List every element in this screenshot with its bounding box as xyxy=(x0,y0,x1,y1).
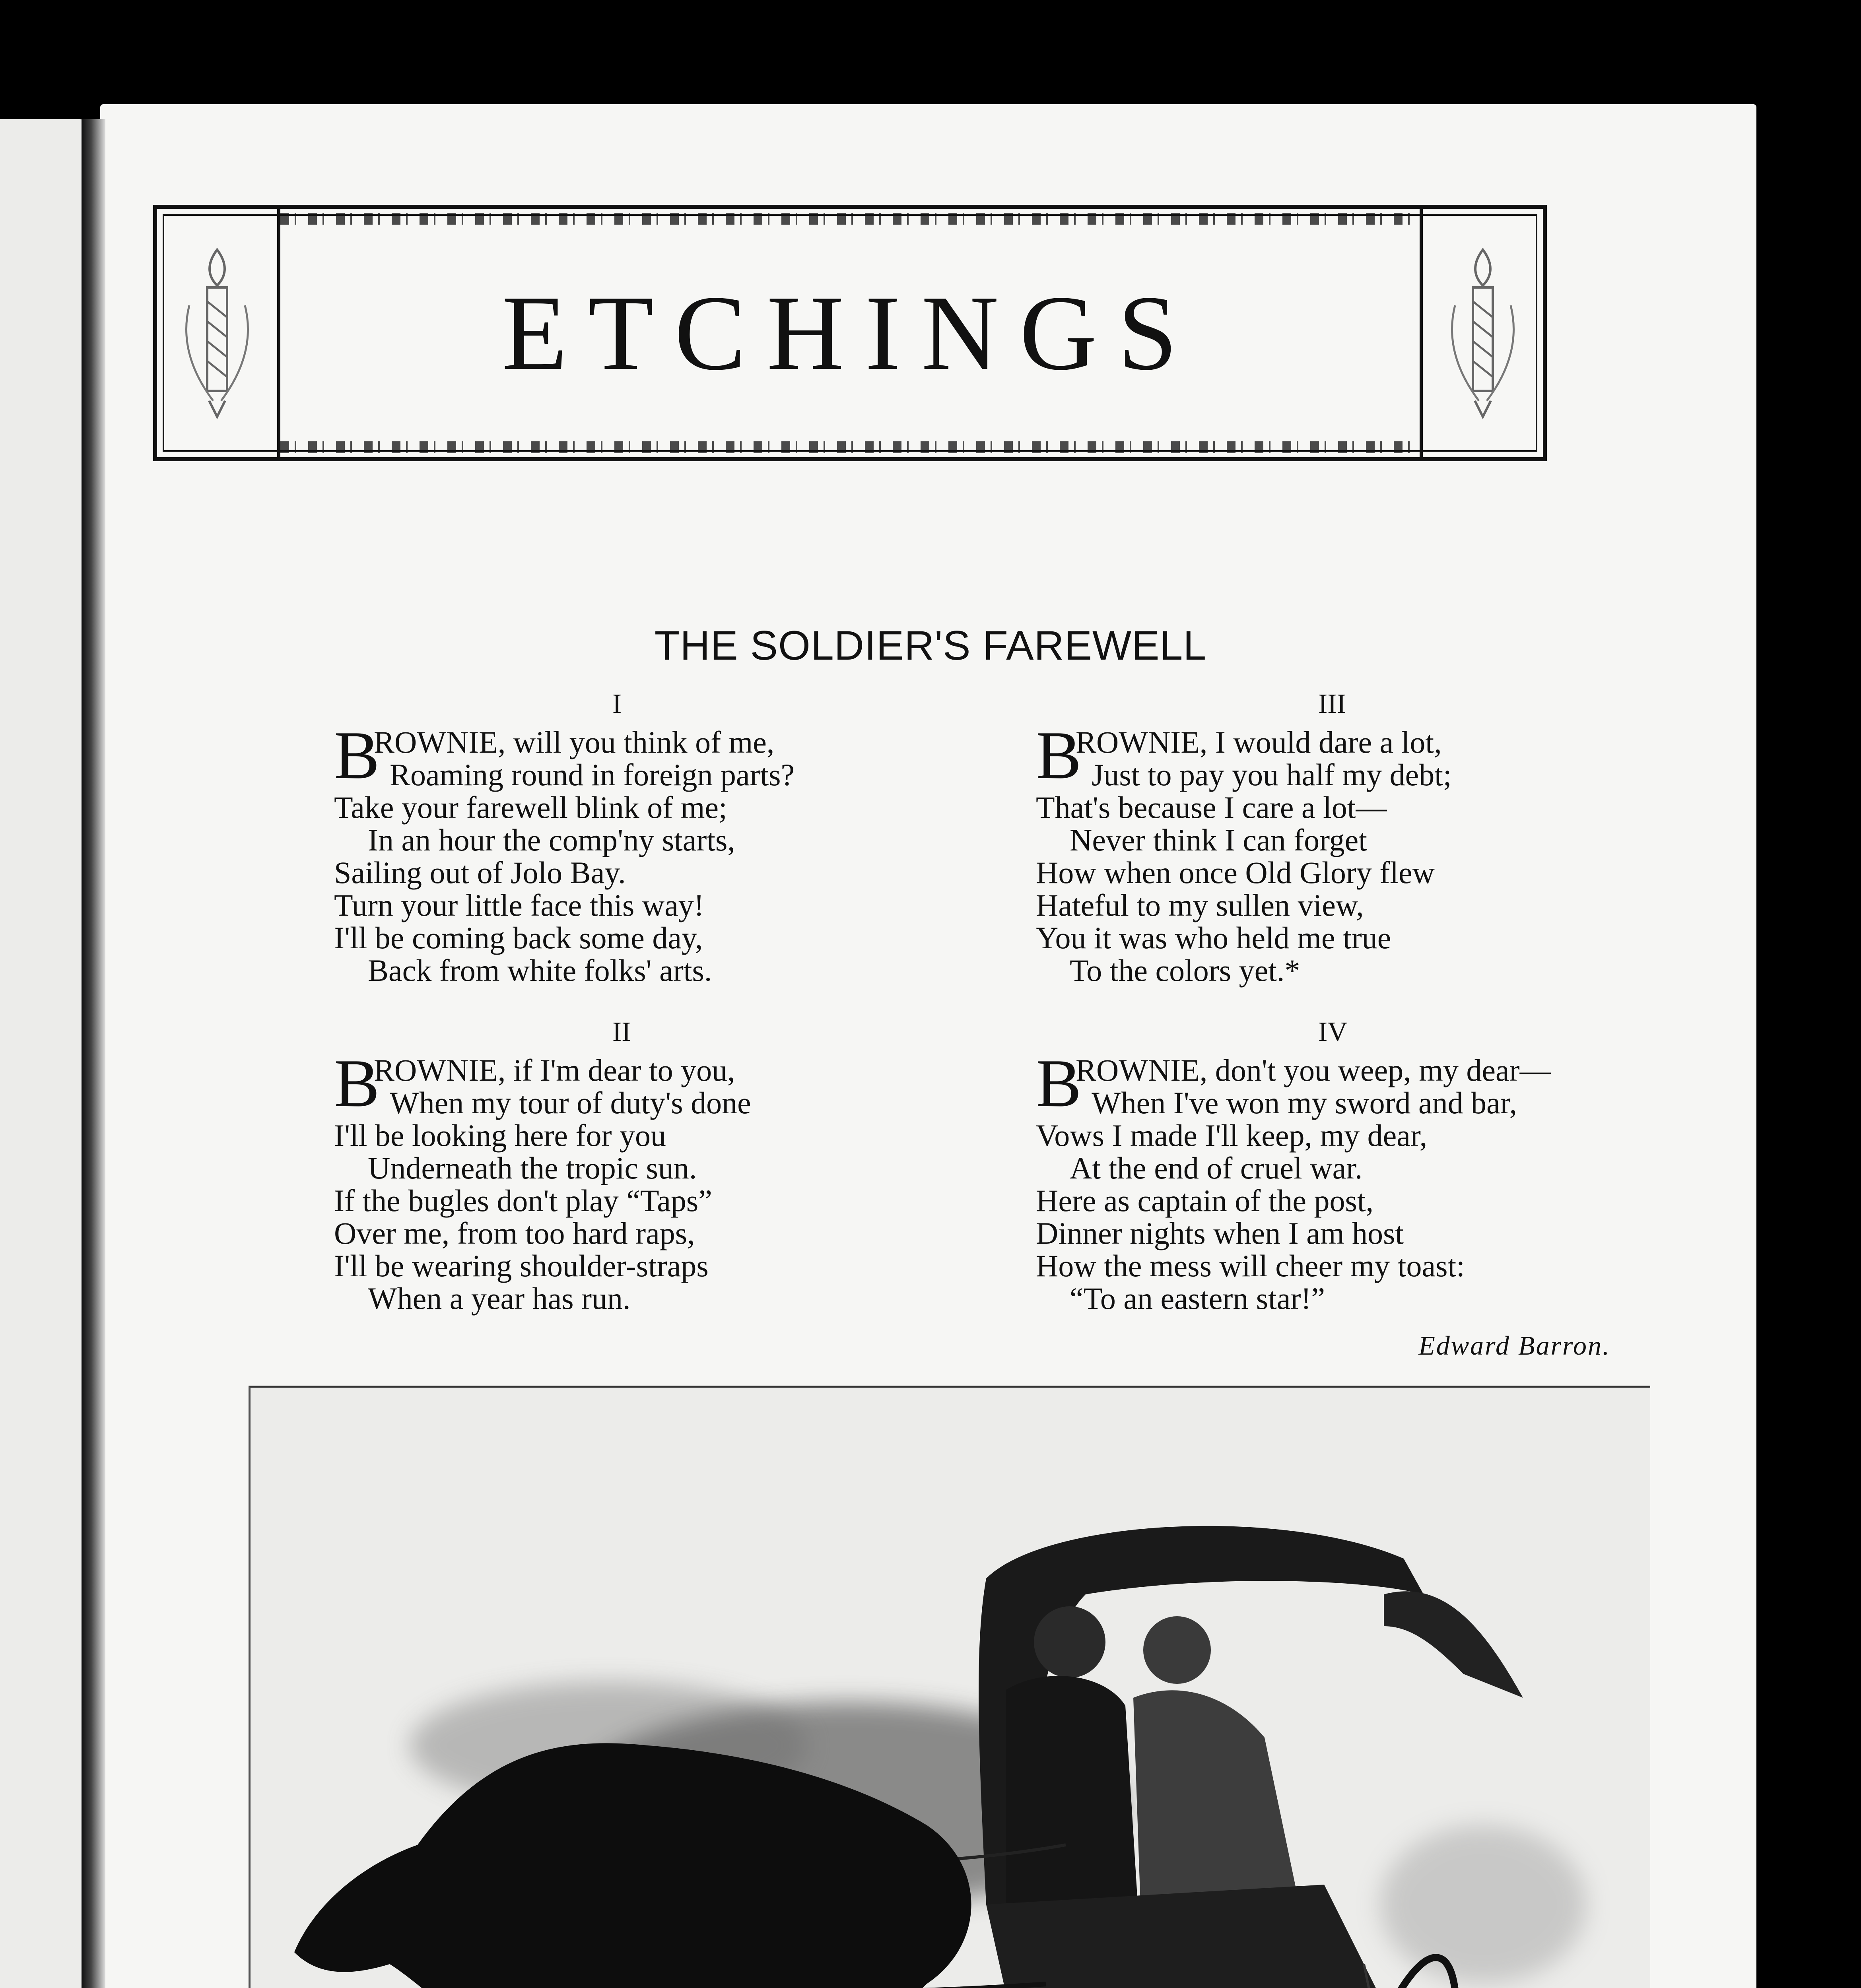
drop-cap: B xyxy=(334,718,380,793)
drop-cap: B xyxy=(1036,1046,1082,1121)
stanza-line: If the bugles don't play “Taps” xyxy=(334,1183,712,1218)
stanza-line: When my tour of duty's done xyxy=(390,1085,751,1120)
stanza-3: III B ROWNIE, I would dare a lot, Just to pay you half my debt; That's because I care a lot— Never think I can forget How when once Old Glory flew Hateful to my sullen view, You it was who held me true To the colors yet.* xyxy=(1036,688,1692,987)
stanza-line-text: ROWNIE, I would dare a lot, xyxy=(1076,725,1442,759)
stanza-line: Over me, from too hard raps, xyxy=(334,1216,695,1250)
torch-emblem-icon xyxy=(173,242,261,425)
stanza-line-text: ROWNIE, if I'm dear to you, xyxy=(374,1053,735,1087)
stanza-line: Here as captain of the post, xyxy=(1036,1183,1374,1218)
stanza-line: To the colors yet.* xyxy=(1070,953,1300,988)
horse-and-buggy-drawing xyxy=(251,1388,1650,1988)
stanza-line: In an hour the comp'ny starts, xyxy=(368,823,735,857)
stanza-line: Dinner nights when I am host xyxy=(1036,1216,1404,1250)
stanza-line: I'll be looking here for you xyxy=(334,1118,666,1153)
stanza-line: How the mess will cheer my toast: xyxy=(1036,1248,1465,1283)
buggy-illustration xyxy=(249,1386,1650,1988)
stanza-4: IV B ROWNIE, don't you weep, my dear— When I've won my sword and bar, Vows I made I'll keep, my dear, At the end of cruel war. Here as captain of the post, Dinner nights when I am host How the mess will cheer my toast: “To an eastern star!” xyxy=(1036,1016,1692,1315)
etchings-banner xyxy=(153,205,1547,461)
banner-right-panel xyxy=(1420,209,1543,457)
banner-left-panel xyxy=(157,209,280,457)
stanza-line: Take your farewell blink of me; xyxy=(334,790,727,825)
stanza-2: II B ROWNIE, if I'm dear to you, When my tour of duty's done I'll be looking here for you Underneath the tropic sun. If the bugles don't play “Taps” Over me, from too hard raps, I'll be wearing shoulder-straps When a year has run. xyxy=(334,1016,938,1315)
poem-author: Edward Barron. xyxy=(1418,1330,1610,1361)
stanza-line: Roaming round in foreign parts? xyxy=(390,757,795,792)
stanza-line: Hateful to my sullen view, xyxy=(1036,888,1364,922)
stanza-line-text: ROWNIE, don't you weep, my dear— xyxy=(1076,1053,1551,1087)
drop-cap: B xyxy=(1036,718,1082,793)
stanza-line: Never think I can forget xyxy=(1070,823,1367,857)
stanza-line: When I've won my sword and bar, xyxy=(1092,1085,1517,1120)
stanza-line: At the end of cruel war. xyxy=(1070,1151,1363,1185)
page-gutter xyxy=(82,119,105,1988)
stanza-line: I'll be coming back some day, xyxy=(334,920,703,955)
stanza-line: I'll be wearing shoulder-straps xyxy=(334,1248,709,1283)
stanza-line: Just to pay you half my debt; xyxy=(1092,757,1452,792)
stanza-line: “To an eastern star!” xyxy=(1070,1281,1325,1316)
stanza-line: Underneath the tropic sun. xyxy=(368,1151,697,1185)
stanza-line: Vows I made I'll keep, my dear, xyxy=(1036,1118,1428,1153)
stanza-line: You it was who held me true xyxy=(1036,920,1391,955)
stanza-line: Back from white folks' arts. xyxy=(368,953,712,988)
stanza-line: How when once Old Glory flew xyxy=(1036,855,1435,890)
poem-title: THE SOLDIER'S FAREWELL xyxy=(654,623,1207,669)
stanza-1: I B ROWNIE, will you think of me, Roaming round in foreign parts? Take your farewell blink of me; In an hour the comp'ny starts, Sailing out of Jolo Bay. Turn your little face this way! I'll be coming back some day, Back from white folks' arts. xyxy=(334,688,938,987)
torch-emblem-icon xyxy=(1439,242,1527,425)
stanza-line: When a year has run. xyxy=(368,1281,631,1316)
stanza-line: That's because I care a lot— xyxy=(1036,790,1387,825)
banner-title: ETCHINGS xyxy=(502,273,1198,392)
drop-cap: B xyxy=(334,1046,380,1121)
stanza-line-text: ROWNIE, will you think of me, xyxy=(374,725,775,759)
stanza-line: Sailing out of Jolo Bay. xyxy=(334,855,626,890)
stanza-line: Turn your little face this way! xyxy=(334,888,704,922)
